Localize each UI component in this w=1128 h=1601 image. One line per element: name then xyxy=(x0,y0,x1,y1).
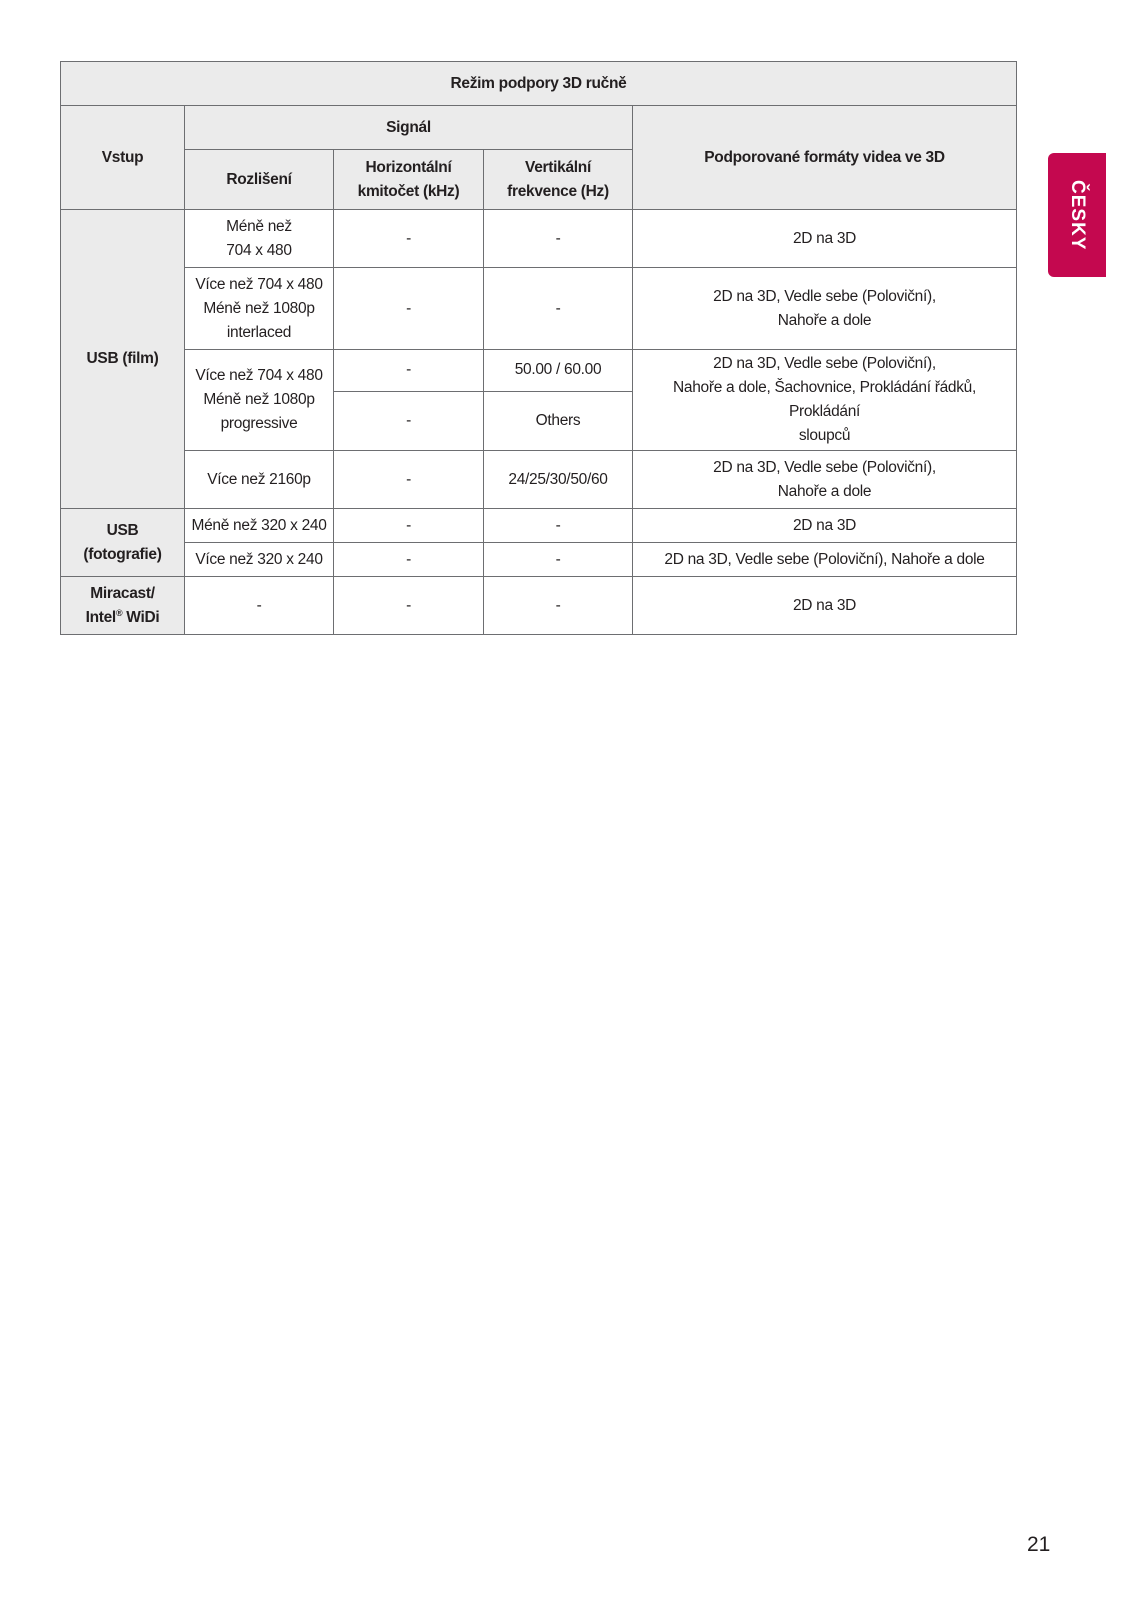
group-miracast-line2 xyxy=(67,606,178,630)
header-formats: Podporované formáty videa ve 3D xyxy=(633,106,1017,210)
cell-formats xyxy=(633,451,1017,509)
cell-horizontal: - xyxy=(334,391,484,450)
intel-label: Intel xyxy=(85,608,116,626)
table-row xyxy=(61,350,1017,392)
cell-resolution-line3: interlaced xyxy=(226,323,292,341)
table-row xyxy=(61,509,1017,543)
table-row xyxy=(61,268,1017,350)
group-usb-photo xyxy=(61,509,185,577)
group-usb-photo-line2: (fotografie) xyxy=(83,545,162,563)
cell-resolution-line2: 704 x 480 xyxy=(226,241,292,259)
cell-formats: 2D na 3D, Vedle sebe (Poloviční), Nahoře a dole xyxy=(633,543,1017,577)
table-row xyxy=(61,451,1017,509)
cell-formats-line2: Nahoře a dole, Šachovnice, Prokládání řádků, Prokládání xyxy=(672,379,977,420)
cell-horizontal: - xyxy=(334,577,484,635)
cell-vertical: - xyxy=(484,577,633,635)
cell-horizontal: - xyxy=(334,509,484,543)
cell-formats-line3: sloupců xyxy=(798,427,851,444)
cell-formats-line2: Nahoře a dole xyxy=(777,482,872,500)
table-row xyxy=(61,210,1017,268)
group-usb-film: USB (film) xyxy=(61,210,185,509)
cell-formats xyxy=(633,350,1017,451)
header-signal: Signál xyxy=(185,106,633,150)
header-vertical-frequency xyxy=(484,150,633,210)
cell-resolution-line1: Méně než xyxy=(226,217,292,235)
page-number: 21 xyxy=(1027,1533,1051,1556)
cell-vertical: - xyxy=(484,210,633,268)
cell-horizontal: - xyxy=(334,451,484,509)
header-horizontal-line1: Horizontální xyxy=(365,158,452,176)
cell-vertical: - xyxy=(484,543,633,577)
table-row xyxy=(61,543,1017,577)
cell-resolution xyxy=(185,268,334,350)
table-row xyxy=(61,577,1017,635)
group-usb-photo-line1: USB xyxy=(106,521,139,539)
cell-resolution-line1: Více než 704 x 480 xyxy=(195,275,323,293)
header-horizontal-frequency xyxy=(334,150,484,210)
cell-resolution xyxy=(185,210,334,268)
language-tab-label: ČESKY xyxy=(1067,179,1088,251)
cell-formats-line1: 2D na 3D, Vedle sebe (Poloviční), xyxy=(713,458,936,476)
group-miracast xyxy=(61,577,185,635)
header-resolution: Rozlišení xyxy=(185,150,334,210)
header-vertical-line2: frekvence (Hz) xyxy=(507,182,609,200)
cell-vertical: 50.00 / 60.00 xyxy=(484,350,633,392)
cell-resolution-line1: Více než 704 x 480 xyxy=(195,367,323,384)
cell-resolution xyxy=(185,350,334,451)
3d-support-table xyxy=(60,61,1017,635)
header-vertical-line1: Vertikální xyxy=(525,158,591,176)
cell-resolution-line2: Méně než 1080p xyxy=(203,391,315,408)
cell-formats-line1: 2D na 3D, Vedle sebe (Poloviční), xyxy=(713,287,936,305)
cell-resolution: Více než 320 x 240 xyxy=(185,543,334,577)
group-miracast-line1: Miracast/ xyxy=(90,584,155,602)
cell-horizontal: - xyxy=(334,210,484,268)
cell-resolution: Více než 2160p xyxy=(185,451,334,509)
cell-horizontal: - xyxy=(334,543,484,577)
cell-horizontal: - xyxy=(334,350,484,392)
cell-resolution: - xyxy=(185,577,334,635)
table-title: Režim podpory 3D ručně xyxy=(61,62,1017,106)
cell-resolution-line2: Méně než 1080p xyxy=(203,299,315,317)
language-tab xyxy=(1048,153,1106,277)
cell-horizontal: - xyxy=(334,268,484,350)
registered-mark: ® xyxy=(115,607,123,618)
cell-vertical: - xyxy=(484,268,633,350)
cell-formats: 2D na 3D xyxy=(633,210,1017,268)
cell-formats xyxy=(633,268,1017,350)
cell-formats: 2D na 3D xyxy=(633,509,1017,543)
header-input: Vstup xyxy=(61,106,185,210)
widi-label: WiDi xyxy=(122,608,160,626)
cell-vertical: Others xyxy=(484,391,633,450)
cell-formats-line1: 2D na 3D, Vedle sebe (Poloviční), xyxy=(713,355,936,372)
cell-vertical: - xyxy=(484,509,633,543)
header-horizontal-line2: kmitočet (kHz) xyxy=(357,182,460,200)
cell-resolution: Méně než 320 x 240 xyxy=(185,509,334,543)
cell-formats: 2D na 3D xyxy=(633,577,1017,635)
cell-vertical: 24/25/30/50/60 xyxy=(484,451,633,509)
cell-formats-line2: Nahoře a dole xyxy=(777,311,872,329)
cell-resolution-line3: progressive xyxy=(220,415,298,432)
